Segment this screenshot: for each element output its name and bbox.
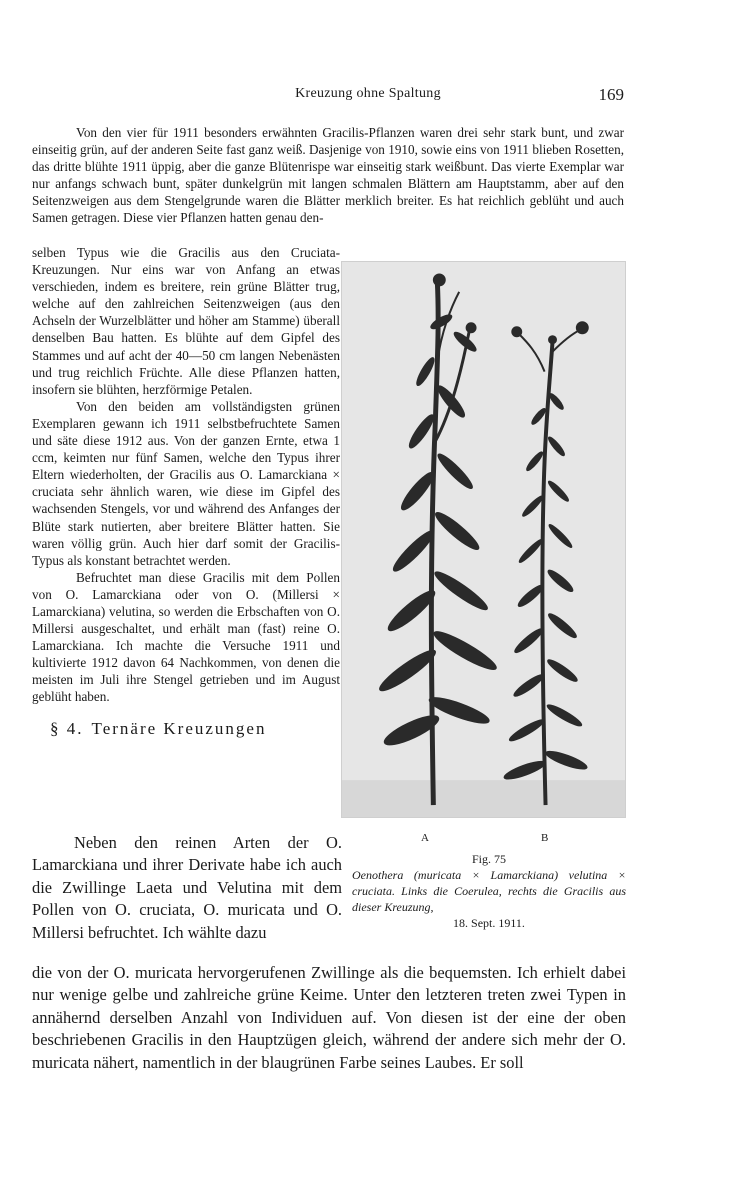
panel-label-a: A [421,832,429,844]
paragraph: Von den beiden am vollständigsten grünen Exemplaren gewann ich 1911 selbstbefruchtete Samen und säte diese 1912 aus. Von der ganzen Ernte, etwa 1 ccm, keimten nur fünf Samen, welche den Typus ihrer Eltern wiederholten, der Gracilis aus O. Lamarckiana × cruciata sehr ähnlich waren, wie diese im Gipfel des wachsenden Stengels, vor und während des Anfanges der Blüte stark nutierten, aber breitere Blätter hatten. Sie waren völlig grün. Auch hier darf somit der Gracilis-Typus als konstant betrachtet werden. [32,398,340,568]
paragraph-continuation: selben Typus wie die Gracilis aus den Cruciata-Kreuzungen. Nur eins war von Anfang an etwas verschieden, indem es breitere, rein grüne Blätter trug, welche auf den zahlreichen Seitenzweigen (aus den Achseln der Wurzelblätter und höher am Stamme) überall denselben Bau hatten. Es blühte auf dem Gipfel des Stammes und auf acht der 40—50 cm langen Nebenästen und trug reichlich Früchte. Alle diese Pflanzen hatten, insofern sie blühten, herzförmige Petalen. [32,245,340,397]
paragraph-continuation: die von der O. muricata hervorgerufenen Zwillinge als die bequemsten. Ich erhielt dabei nur wenige gelbe und zahlreiche grüne Keime. Unter den letzteren treten zwei Typen in annähernd derselben Anzahl von Individuen auf. Von diesen ist der eine der oben beschriebenen Gracilis in den Hauptzügen gleich, während der andere sich mehr der O. muricata nähert, namentlich in der blaugrünen Farbe seines Laubes. Er soll [32,963,626,1072]
paragraph: Neben den reinen Arten der O. Lamarckiana und ihrer Derivate habe ich auch die Zwillinge Laeta und Velutina mit dem Pollen von O. cruciata, O. muricata und O. Millersi befruchtet. Ich wählte dazu [32,833,342,942]
section-number: § 4. [50,718,84,738]
figure-panel-labels [341,832,626,848]
section-title: Ternäre Kreuzungen [91,718,267,738]
caption-text: Oenothera (muricata × Lamarckiana) velutina × cruciata. Links die Coerulea, rechts die Gracilis aus dieser Kreuzung, [352,868,626,914]
left-column [32,244,340,743]
running-title: Kreuzung ohne Spaltung [295,86,441,101]
figure-number: Fig. 75 [471,852,506,866]
panel-label-b: B [541,832,549,844]
section-intro-column [32,832,342,944]
figure-photo [341,261,626,818]
bottom-paragraph-block [32,962,626,1074]
paragraph: Befruchtet man diese Gracilis mit dem Pollen von O. Lamarckiana oder von O. (Millersi × Lamarckiana) velutina, so werden die Erbschaften von O. Millersi ausgeschaltet, und erhält man (fast) reine O. Lamarckiana. Ich machte die Versuche 1911 und kultivierte 1912 davon 64 Nachkommen, von denen die meisten im Juli ihre Stengel getrieben und im August geblüht haben. [32,569,340,705]
figure-caption [352,851,626,931]
running-head [0,86,736,106]
plant-photo-illustration [342,262,625,817]
page-number: 169 [598,85,624,104]
section-heading [32,720,340,737]
paragraph: Von den vier für 1911 besonders erwähnten Gracilis-Pflanzen waren drei sehr stark bunt, und zwar einseitig grün, auf der anderen Seite fast ganz weiß. Dasjenige von 1910, sowie eins von 1911 blieben Rosetten, das dritte blühte 1911 üppig, aber die ganze Blütenrispe war einseitig stark weißbunt. Das vierte Exemplar war nur anfangs schwach bunt, später dunkelgrün mit langen schmalen Blättern am Hauptstamm, aber auf den Seitenzweigen aus dem Stengelgrunde waren die Blätter merklich breiter. Es hat reichlich geblüht und auch Samen getragen. Diese vier Pflanzen hatten genau den- [32,125,624,226]
caption-date: 18. Sept. 1911. [453,916,525,930]
full-width-paragraph-block [32,124,624,227]
